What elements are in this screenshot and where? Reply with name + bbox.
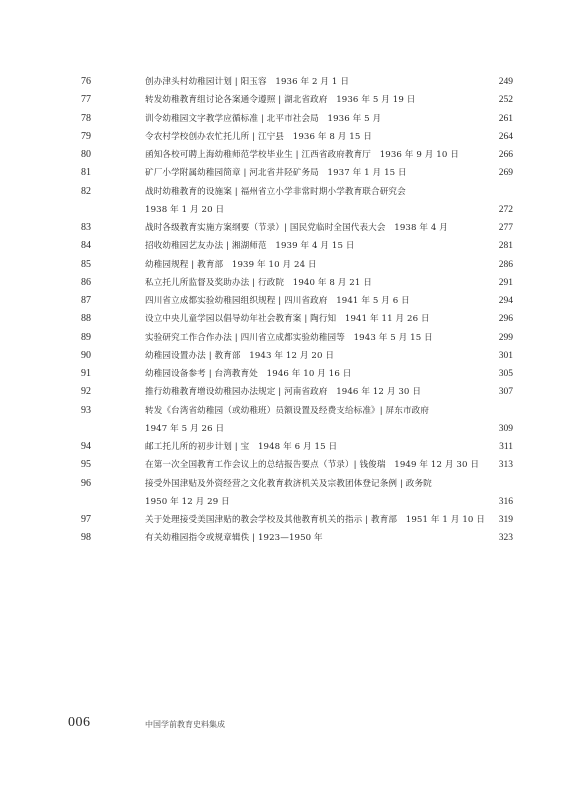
entry-number: 94 (81, 441, 91, 452)
entry-page-number: 249 (498, 77, 513, 87)
entry-page-number: 281 (498, 241, 513, 252)
entry-page-number: 252 (498, 95, 513, 106)
entry-number: 89 (81, 331, 91, 343)
entry-title-line: 在第一次全国教育工作会议上的总结报告要点（节录）| 钱俊瑞 1949 年 12 月 30 日 (145, 460, 480, 471)
entry-page-number: 269 (498, 168, 513, 179)
entry-page-number: 323 (498, 533, 513, 544)
entry-number: 78 (81, 112, 91, 124)
entry-number: 98 (81, 532, 91, 544)
entry-title-line: 转发《台湾省幼稚园（或幼稚班）员额设置及经费支给标准》| 屏东市政府 (145, 405, 430, 416)
entry-title-line: 关于处理接受美国津贴的教会学校及其他教育机关的指示 | 教育部 1951 年 1 月 10 日 (145, 515, 485, 525)
entry-number: 84 (81, 240, 91, 252)
entry-title-line: 有关幼稚园指令或规章辑佚 | 1923—1950 年 (145, 533, 323, 544)
entry-title-line: 设立中央儿童学园以倡导幼年社会教育案 | 陶行知 1941 年 11 月 26 日 (145, 314, 430, 325)
entry-page-number: 301 (498, 350, 513, 361)
entry-title-line: 推行幼稚教育增设幼稚园办法规定 | 河南省政府 1946 年 12 月 30 日 (145, 387, 422, 398)
entry-number: 85 (81, 258, 91, 270)
entry-title-line: 1950 年 12 月 29 日 (145, 496, 230, 507)
entry-title-line: 幼稚园规程 | 教育部 1939 年 10 月 24 日 (145, 259, 317, 270)
entry-title-line: 招收幼稚园艺友办法 | 湘湖师范 1939 年 4 月 15 日 (145, 241, 355, 252)
footer-page-number: 006 (68, 715, 91, 730)
entry-number: 92 (81, 386, 91, 398)
entry-number: 97 (81, 514, 91, 525)
entry-page-number: 291 (498, 277, 513, 288)
entry-page-number: 311 (499, 442, 513, 452)
entry-title-line: 战时幼稚教育的设施案 | 福州省立小学非常时期小学教育联合研究会 (145, 186, 406, 197)
entry-title-line: 矿厂小学附属幼稚园简章 | 河北省井陉矿务局 1937 年 1 月 15 日 (145, 168, 407, 179)
entry-page-number: 299 (498, 332, 513, 343)
entry-number: 96 (81, 477, 91, 489)
entry-title-line: 幼稚园设备参考 | 台湾教育处 1946 年 10 月 16 日 (145, 369, 352, 379)
entry-page-number: 316 (498, 496, 513, 507)
entry-page-number: 272 (498, 204, 513, 215)
entry-title-line: 四川省立成都实验幼稚园组织规程 | 四川省政府 1941 年 5 月 6 日 (145, 296, 410, 306)
entry-page-number: 277 (498, 223, 513, 233)
entry-page-number: 296 (498, 314, 513, 325)
entry-title-line: 创办津头村幼稚园计划 | 阳玉容 1936 年 2 月 1 日 (145, 77, 350, 87)
entry-title-line: 幼稚园设置办法 | 教育部 1943 年 12 月 20 日 (145, 350, 335, 361)
entry-page-number: 313 (498, 460, 513, 471)
entry-title-line: 转发幼稚教育组讨论各案通令遵照 | 湖北省政府 1936 年 5 月 19 日 (145, 95, 416, 106)
entry-page-number: 294 (498, 296, 513, 306)
entry-title-line: 实验研究工作合作办法 | 四川省立成都实验幼稚园等 1943 年 5 月 15 日 (145, 332, 433, 343)
entry-page-number: 264 (498, 131, 513, 142)
entry-title-line: 函知各校可聘上海幼稚师范学校毕业生 | 江西省政府教育厅 1936 年 9 月 10 日 (145, 150, 459, 160)
entry-number: 76 (81, 76, 91, 87)
entry-page-number: 286 (498, 259, 513, 270)
entry-number: 95 (81, 459, 91, 471)
entry-number: 87 (81, 295, 91, 306)
entry-page-number: 266 (498, 150, 513, 160)
entry-page-number: 309 (498, 423, 513, 434)
entry-page-number: 261 (498, 113, 513, 124)
entry-number: 79 (81, 130, 91, 142)
entry-number: 93 (81, 404, 91, 416)
entry-number: 82 (81, 185, 91, 197)
entry-page-number: 319 (498, 515, 513, 525)
entry-number: 91 (81, 368, 91, 379)
entry-title-line: 训令幼稚园文字教学应循标准 | 北平市社会局 1936 年 5 月 (145, 113, 382, 124)
entry-title-line: 战时各级教育实施方案纲要（节录）| 国民党临时全国代表大会 1938 年 4 月 (145, 223, 448, 233)
entry-number: 88 (81, 313, 91, 325)
entry-title-line: 私立托儿所监督及奖助办法 | 行政院 1940 年 8 月 21 日 (145, 277, 372, 288)
entry-number: 86 (81, 276, 91, 288)
entry-number: 83 (81, 222, 91, 233)
entry-title-line: 接受外国津贴及外资经营之文化教育救济机关及宗教团体登记条例 | 政务院 (145, 478, 432, 489)
entry-page-number: 305 (498, 369, 513, 379)
entry-title-line: 1938 年 1 月 20 日 (145, 204, 225, 215)
entry-title-line: 1947 年 5 月 26 日 (145, 423, 225, 434)
entry-number: 90 (81, 349, 91, 361)
entry-number: 77 (81, 94, 91, 106)
entry-number: 81 (81, 167, 91, 179)
entry-title-line: 令农村学校创办农忙托儿所 | 江宁县 1936 年 8 月 15 日 (145, 131, 372, 142)
entry-number: 80 (81, 149, 91, 160)
footer-book-title: 中国学前教育史料集成 (145, 720, 225, 729)
entry-page-number: 307 (498, 387, 513, 398)
entry-title-line: 邮工托儿所的初步计划 | 宝 1948 年 6 月 15 日 (145, 442, 338, 452)
